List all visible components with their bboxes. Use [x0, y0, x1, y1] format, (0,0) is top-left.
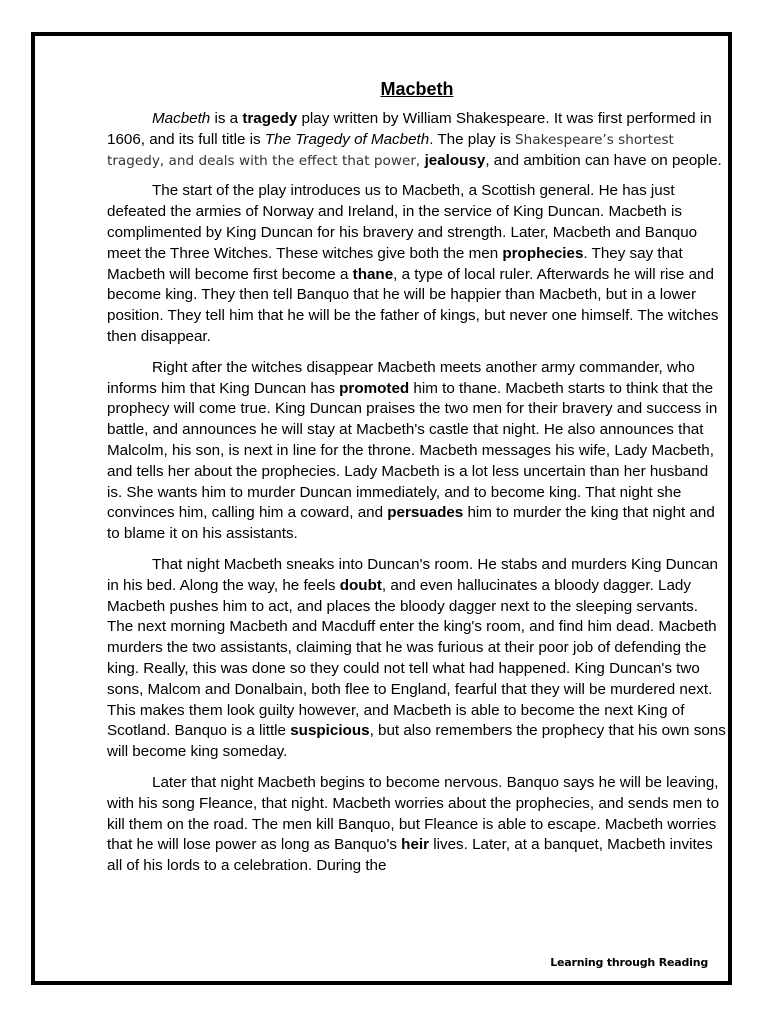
text-segment: him to murder the king that night and to blame it on his assistants. [107, 504, 715, 543]
bold-term: persuades [387, 504, 464, 522]
bold-term: tragedy [242, 110, 298, 127]
body-paragraph [107, 109, 727, 171]
paragraph-list [107, 109, 727, 877]
footer-text: Learning through Reading [550, 956, 708, 969]
text-segment: That night Macbeth sneaks into Duncan's room. He stabs and murders King Duncan in his bed. Along the way, he feels [107, 555, 718, 594]
document-title: Macbeth [380, 79, 454, 99]
body-paragraph [107, 773, 727, 877]
text-segment: , but also remembers the prophecy that his own sons will become king someday. [107, 722, 726, 761]
text-segment: , and ambition can have on people. [485, 151, 722, 169]
text-segment: Later that night Macbeth begins to become nervous. Banquo says he will be leaving, with his song Fleance, that night. Macbeth worries about the prophecies, and sends men to kill them on the road. The men kill Banquo, but Fleance is able to escape. Macbeth worries that he will lose power as long as Banquo's [107, 773, 720, 854]
page-border [31, 32, 732, 985]
bold-term: doubt [339, 576, 382, 594]
body-paragraph [107, 555, 727, 763]
italic-text: The Tragedy of Macbeth [264, 130, 430, 148]
text-segment: him to thane. Macbeth starts to think that the prophecy will come true. King Duncan praises the two men for their bravery and success in battle, and announces he will stay at Macbeth's castle that night. He also announces that Malcolm, his son, is next in line for the throne. Macbeth messages his wife, Lady Macbeth, and tells her about the prophecies. Lady Macbeth is a lot less uncertain than her husband is. She wants him to murder Duncan immediately, and to become king. That night she convinces him, calling him a coward, and [107, 379, 718, 522]
body-paragraph [107, 358, 727, 545]
text-segment: lives. Later, at a banquet, Macbeth invites all of his lords to a celebration. During the [107, 836, 713, 875]
text-segment: play written by William Shakespeare. It was first performed in 1606, and its full title is [107, 110, 712, 148]
bold-term: suspicious [290, 722, 370, 740]
body-paragraph [107, 181, 727, 347]
italic-text: Macbeth [152, 110, 211, 127]
text-segment: . The play is [429, 130, 516, 148]
text-segment: . They say that Macbeth will become first become a [107, 244, 683, 283]
text-segment: Right after the witches disappear Macbeth meets another army commander, who informs him that King Duncan has [107, 358, 695, 397]
bold-term: thane [352, 265, 394, 283]
bold-term: heir [401, 836, 430, 854]
bold-term: promoted [339, 379, 410, 397]
text-segment: , a type of local ruler. Afterwards he will rise and become king. They then tell Banquo that he will be happier than Macbeth, but in a lower position. They tell him that he will be the father of kings, but never one himself. The witches then disappear. [107, 265, 719, 345]
text-segment: is a [210, 110, 243, 127]
bold-term: jealousy [424, 151, 486, 169]
text-segment: Shakespeare’s shortest tragedy, and deals with the effect that power, [107, 131, 674, 169]
bold-term: prophecies [502, 244, 584, 262]
document-body [107, 78, 727, 887]
text-segment: , and even hallucinates a bloody dagger. Lady Macbeth pushes him to act, and places the bloody dagger next to the sleeping servants. The next morning Macbeth and Macduff enter the king's room, and find him dead. Macbeth murders the two assistants, claiming that he was furious at their poor job of defending the king. Really, this was done so they could not tell what had happened. King Duncan's two sons, Malcom and Donalbain, both flee to England, fearful that they will be murdered next. This makes them look guilty however, and Macbeth is able to become the next King of Scotland. Banquo is a little [107, 576, 717, 740]
text-segment: The start of the play introduces us to Macbeth, a Scottish general. He has just defeated the armies of Norway and Ireland, in the service of King Duncan. Macbeth is complimented by King Duncan for his bravery and strength. Later, Macbeth and Banquo meet the Three Witches. These witches give both the men [107, 182, 698, 262]
